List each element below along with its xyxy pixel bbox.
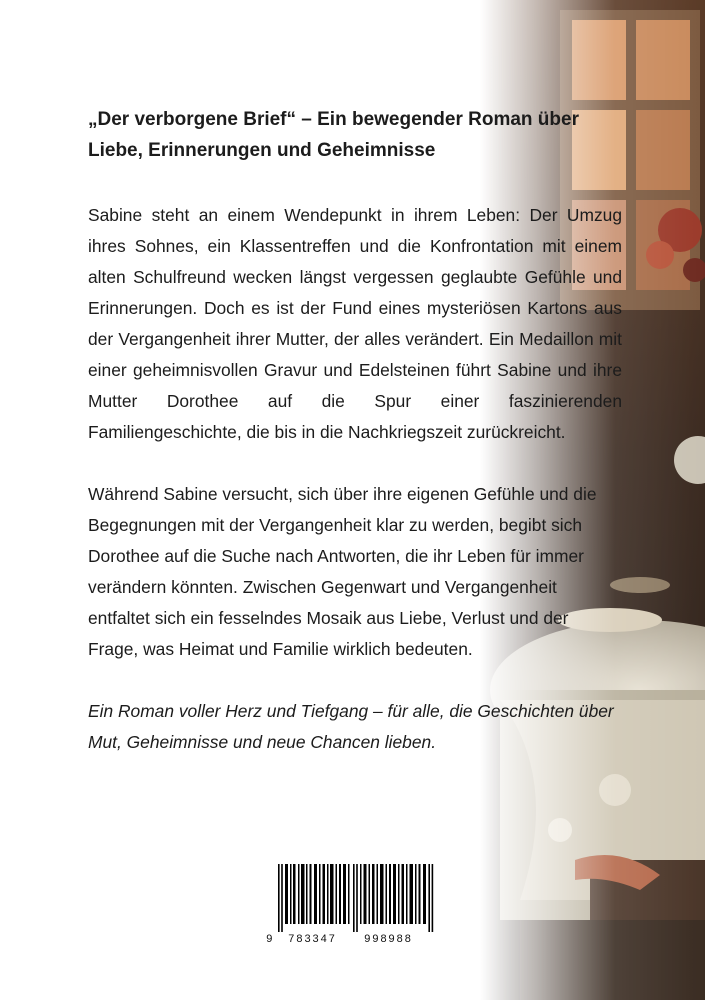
back-cover-text xyxy=(88,104,622,758)
synopsis-paragraph-1: Sabine steht an einem Wendepunkt in ihrem Leben: Der Umzug ihres Sohnes, ein Klassentreffen und die Konfrontation mit einem alten Schulfreund wecken längst vergessen geglaubte Gefühle und Erinnerungen. Doch es ist der Fund eines mysteriösen Kartons aus der Vergangenheit ihrer Mutter, der alles verändert. Ein Medaillon mit einer geheimnisvollen Gravur und Edelsteinen führt Sabine und ihre Mutter Dorothee auf die Spur einer faszinierenden Familiengeschichte, die bis in die Nachkriegszeit zurückreicht. xyxy=(88,205,622,442)
isbn-left-group: 783347 xyxy=(288,934,337,946)
isbn-lead-digit: 9 xyxy=(266,934,273,946)
isbn-right-group: 998988 xyxy=(364,934,413,946)
book-title: „Der verborgene Brief“ – Ein bewegender Roman über Liebe, Erinnerungen und Geheimnisse xyxy=(88,109,579,161)
synopsis-paragraph-2: Während Sabine versucht, sich über ihre eigenen Gefühle und die Begegnungen mit der Vergangenheit klar zu werden, begibt sich Dorothee auf die Suche nach Antworten, die ihr Leben für immer verändern könnten. Zwischen Gegenwart und Vergangenheit entfaltet sich ein fesselndes Mosaik aus Liebe, Verlust und der Frage, was Heimat und Familie wirklich bedeuten. xyxy=(88,484,597,659)
barcode-bars xyxy=(278,864,436,932)
isbn-barcode xyxy=(262,858,444,954)
isbn-digits xyxy=(262,932,444,950)
closing-tagline: Ein Roman voller Herz und Tiefgang – für alle, die Geschichten über Mut, Geheimnisse und neue Chancen lieben. xyxy=(88,701,614,752)
